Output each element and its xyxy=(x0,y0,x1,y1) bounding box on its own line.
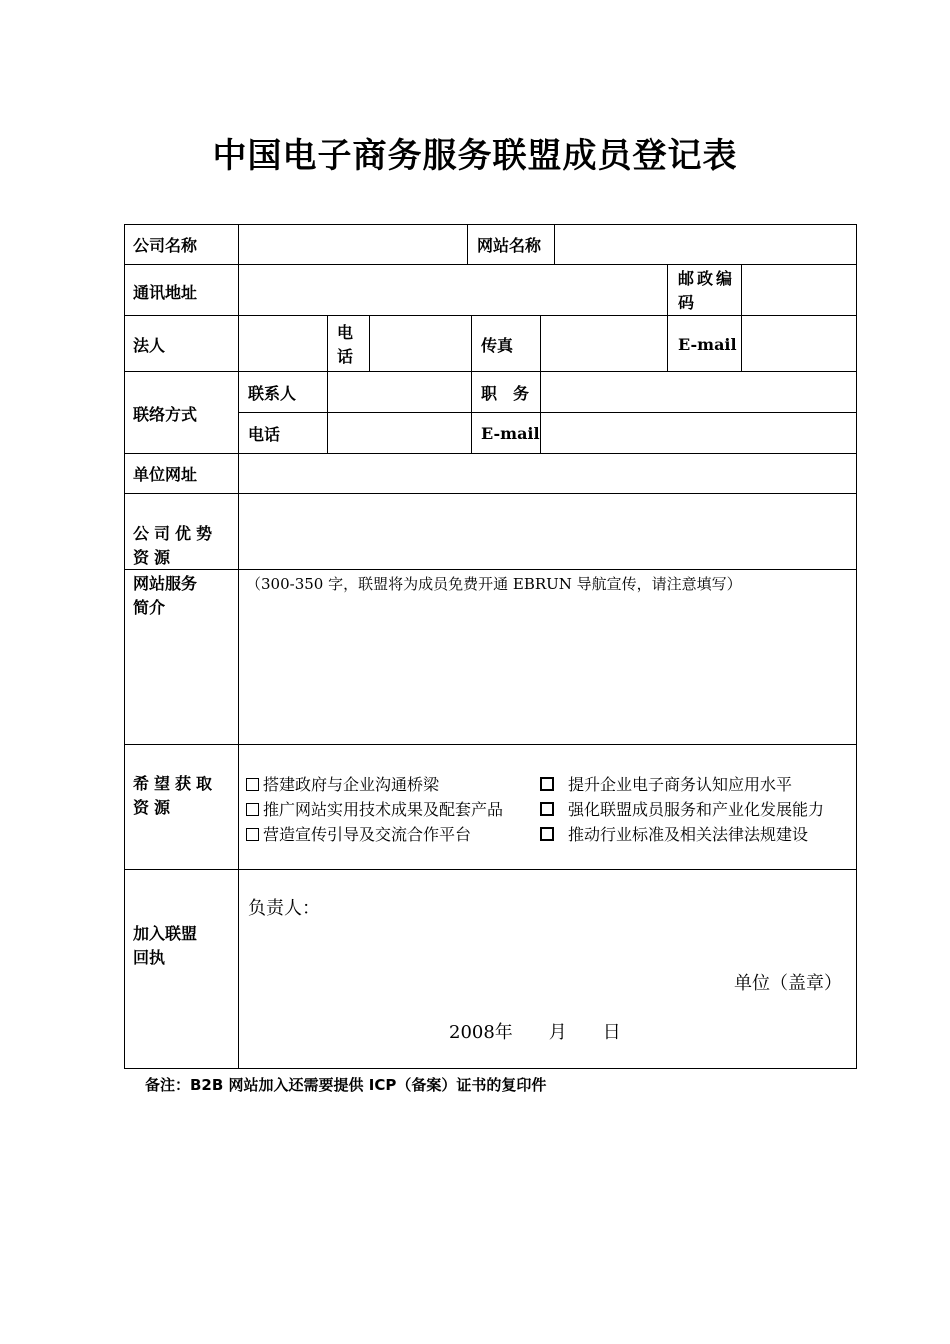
label-site-intro: 网站服务简介 xyxy=(133,574,198,617)
checkbox-icon[interactable] xyxy=(540,827,554,841)
address-field[interactable] xyxy=(239,265,667,315)
label-advantage: 公司优势资源 xyxy=(133,524,218,567)
phone-a-field[interactable] xyxy=(370,316,471,371)
email-a-field[interactable] xyxy=(742,316,856,371)
label-postcode: 邮政编码 xyxy=(678,269,736,312)
resource-option[interactable]: 营造宣传引导及交流合作平台 xyxy=(246,822,471,845)
fax-field[interactable] xyxy=(541,316,667,371)
site-name-field[interactable] xyxy=(555,225,856,264)
company-name-field[interactable] xyxy=(239,225,467,264)
label-email-b: E-mail xyxy=(481,424,540,443)
label-fax: 传真 xyxy=(481,336,514,355)
resource-option[interactable]: 提升企业电子商务认知应用水平 xyxy=(540,772,792,795)
advantage-field[interactable] xyxy=(239,494,856,569)
resource-option[interactable]: 推动行业标准及相关法律法规建设 xyxy=(540,822,808,845)
email-b-field[interactable] xyxy=(541,413,856,453)
site-intro-field[interactable] xyxy=(239,598,856,744)
label-email-a: E-mail xyxy=(678,335,737,354)
unit-seal-label: 单位（盖章） xyxy=(734,973,842,994)
site-intro-hint: （300-350 字，联盟将为成员免费开通 EBRUN 导航宣传，请注意填写） xyxy=(246,575,742,593)
label-contact-method: 联络方式 xyxy=(133,405,198,424)
label-address: 通讯地址 xyxy=(133,283,198,302)
responsible-label: 负责人： xyxy=(248,898,320,919)
checkbox-icon[interactable] xyxy=(540,777,554,791)
label-hope-resources: 希望获取资源 xyxy=(133,774,218,817)
resource-option[interactable]: 强化联盟成员服务和产业化发展能力 xyxy=(540,797,824,820)
label-legal-person: 法人 xyxy=(133,336,166,355)
unit-url-field[interactable] xyxy=(239,454,856,493)
contact-person-field[interactable] xyxy=(328,372,471,412)
label-site-name: 网站名称 xyxy=(477,236,542,255)
postcode-field[interactable] xyxy=(742,265,856,315)
resource-option[interactable]: 搭建政府与企业沟通桥梁 xyxy=(246,772,439,795)
label-join-receipt: 加入联盟回执 xyxy=(133,924,198,967)
position-field[interactable] xyxy=(541,372,856,412)
label-company-name: 公司名称 xyxy=(133,236,198,255)
label-phone-b: 电话 xyxy=(248,425,281,444)
checkbox-icon[interactable] xyxy=(246,828,259,841)
receipt-date: 2008年 月 日 xyxy=(449,1022,621,1043)
checkbox-icon[interactable] xyxy=(246,778,259,791)
legal-person-field[interactable] xyxy=(239,316,327,371)
checkbox-icon[interactable] xyxy=(246,803,259,816)
label-phone-a: 电话 xyxy=(337,323,354,366)
label-contact-person: 联系人 xyxy=(248,384,297,403)
footnote: 备注：B2B 网站加入还需要提供 ICP（备案）证书的复印件 xyxy=(145,1076,547,1094)
phone-b-field[interactable] xyxy=(328,413,471,453)
label-position: 职 务 xyxy=(481,384,530,403)
resource-option[interactable]: 推广网站实用技术成果及配套产品 xyxy=(246,797,503,820)
label-unit-url: 单位网址 xyxy=(133,465,198,484)
form-title: 中国电子商务服务联盟成员登记表 xyxy=(212,136,738,176)
checkbox-icon[interactable] xyxy=(540,802,554,816)
